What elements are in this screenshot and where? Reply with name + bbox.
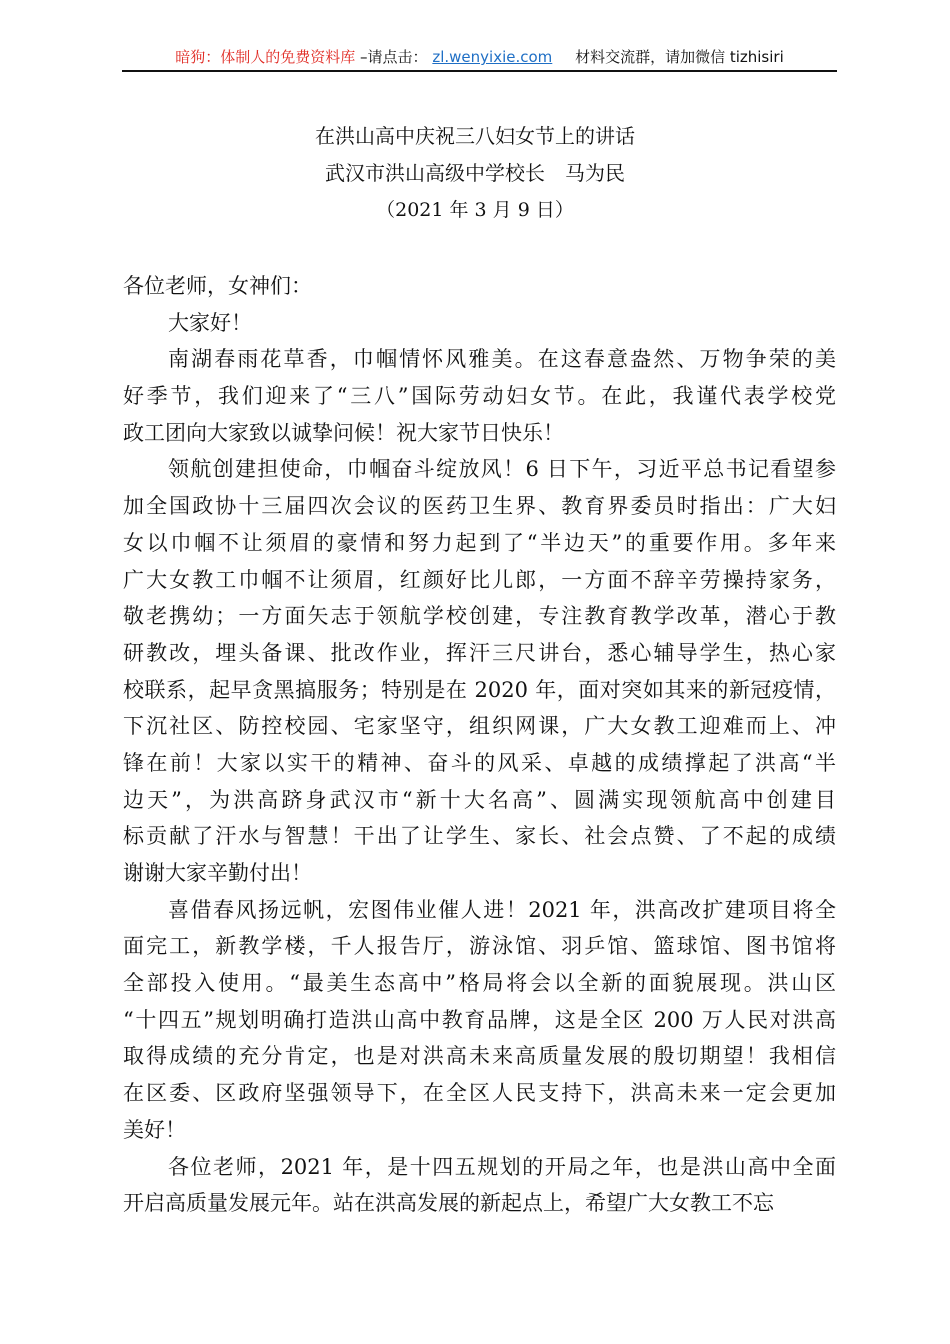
paragraph-line: 大家好！ — [168, 310, 252, 335]
document-title: 在洪山高中庆祝三八妇女节上的讲话 — [315, 124, 635, 148]
paragraph-line: 锋在前！大家以实干的精神、奋斗的风采、卓越的成绩撑起了洪高“半 — [123, 750, 836, 775]
paragraph-line: 各位老师，女神们： — [123, 274, 312, 298]
paragraph-line: 女以巾帼不让须眉的豪情和努力起到了“半边天”的重要作用。多年来 — [123, 530, 836, 555]
page-header — [122, 46, 837, 70]
document-date: （2021 年 3 月 9 日） — [376, 199, 574, 221]
paragraph-line: 边天”，为洪高跻身武汉市“新十大名高”、圆满实现领航高中创建目 — [123, 787, 836, 812]
paragraph-line: 标贡献了汗水与智慧！干出了让学生、家长、社会点赞、了不起的成绩 — [123, 824, 836, 849]
paragraph-line: 谢谢大家辛勤付出！ — [123, 861, 312, 885]
paragraph-line: 研教改，埋头备课、批改作业，挥汗三尺讲台，悉心辅导学生，热心家 — [123, 640, 836, 665]
paragraph-line: 南湖春雨花草香，巾帼情怀风雅美。在这春意盎然、万物争荣的美 — [168, 347, 836, 372]
paragraph-line: 好季节，我们迎来了“三八”国际劳动妇女节。在此，我谨代表学校党 — [123, 384, 836, 409]
header-brand: 暗狗：体制人的免费资料库 — [175, 48, 356, 66]
header-note: 材料交流群，请加微信 tizhisiri — [575, 48, 784, 66]
paragraph-line: 敬老携幼；一方面矢志于领航学校创建，专注教育教学改革，潜心于教 — [123, 604, 836, 629]
document-body — [123, 268, 836, 1222]
paragraph-line: 下沉社区、防控校园、宅家坚守，组织网课，广大女教工迎难而上、冲 — [123, 714, 836, 739]
paragraph-line: 取得成绩的充分肯定，也是对洪高未来高质量发展的殷切期望！我相信 — [123, 1044, 836, 1069]
paragraph-line: 校联系，起早贪黑搞服务；特别是在 2020 年，面对突如其来的新冠疫情， — [123, 677, 836, 702]
paragraph-line: 在区委、区政府坚强领导下，在全区人民支持下，洪高未来一定会更加 — [123, 1081, 836, 1106]
paragraph-line: 加全国政协十三届四次会议的医药卫生界、教育界委员时指出：广大妇 — [123, 494, 836, 519]
paragraph-line: 各位老师，2021 年，是十四五规划的开局之年，也是洪山高中全面 — [168, 1154, 836, 1179]
header-prompt: –请点击： — [360, 48, 428, 66]
paragraph-line: 喜借春风扬远帆，宏图伟业催人进！2021 年，洪高改扩建项目将全 — [168, 897, 836, 922]
paragraph-line: 政工团向大家致以诚挚问候！祝大家节日快乐！ — [123, 420, 564, 445]
header-link[interactable]: zl.wenyixie.com — [432, 48, 553, 66]
paragraph-line: 领航创建担使命，巾帼奋斗绽放风！6 日下午，习近平总书记看望参 — [168, 457, 836, 482]
paragraph-line: 广大女教工巾帼不让须眉，红颜好比儿郎，一方面不辞辛劳操持家务， — [123, 567, 836, 592]
paragraph-line: 开启高质量发展元年。站在洪高发展的新起点上，希望广大女教工不忘 — [123, 1191, 774, 1216]
header-divider — [122, 70, 837, 72]
paragraph-line: 美好！ — [123, 1117, 186, 1142]
paragraph-line: “十四五”规划明确打造洪山高中教育品牌，这是全区 200 万人民对洪高 — [123, 1007, 836, 1032]
document-author: 武汉市洪山高级中学校长 马为民 — [325, 161, 625, 185]
paragraph-line: 全部投入使用。“最美生态高中”格局将会以全新的面貌展现。洪山区 — [123, 971, 836, 996]
paragraph-line: 面完工，新教学楼，千人报告厅，游泳馆、羽乒馆、篮球馆、图书馆将 — [123, 934, 836, 959]
